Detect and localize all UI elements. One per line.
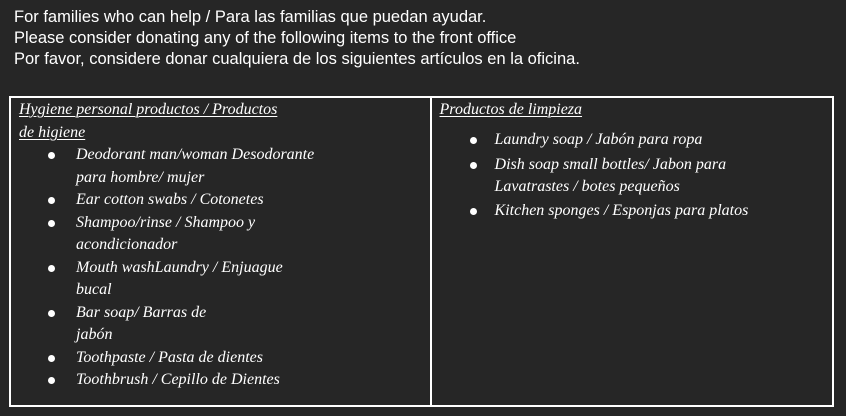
table-row (10, 97, 833, 406)
item-line-2: Lavatrastes / botes pequeños (494, 177, 680, 195)
list-item (440, 200, 824, 223)
item-line-1: Toothbrush / Cepillo de Dientes (76, 371, 280, 388)
list-item-continuation (440, 176, 824, 199)
intro-line-2: Please consider donating any of the following items to the front office (14, 29, 517, 47)
list-item (19, 369, 422, 392)
list-item (19, 347, 422, 370)
intro-text (14, 7, 580, 70)
hygiene-heading-line-1: Hygiene personal productos / Productos (19, 101, 278, 118)
hygiene-item-list (19, 144, 422, 392)
hygiene-column-heading (19, 99, 422, 144)
cleaning-column (431, 97, 833, 406)
list-item (19, 257, 422, 302)
item-line-1: Toothpaste / Pasta de dientes (76, 348, 263, 366)
list-item (440, 154, 824, 177)
item-line-1: Shampoo/rinse / Shampoo y (76, 213, 256, 231)
item-line-1: Dish soap small bottles/ Jabon para (494, 156, 727, 173)
intro-line-3: Por favor, considere donar cualquiera de los siguientes artículos en la oficina. (14, 50, 580, 68)
list-item (19, 189, 422, 212)
cleaning-column-heading: Productos de limpieza (439, 101, 583, 118)
list-item (440, 129, 824, 152)
list-item (19, 212, 422, 257)
donation-items-table (9, 96, 834, 407)
intro-line-1: For families who can help / Para las familias que puedan ayudar. (14, 8, 487, 26)
item-line-1: Ear cotton swabs / Cotonetes (76, 191, 264, 208)
item-line-1: Deodorant man/woman Desodorante (76, 146, 315, 163)
item-line-1: Mouth washLaundry / Enjuague (76, 258, 283, 276)
list-item (19, 144, 422, 189)
item-line-1: Kitchen sponges / Esponjas para platos (494, 202, 749, 219)
hygiene-heading-line-2: de higiene (19, 123, 86, 141)
hygiene-column (10, 97, 431, 406)
item-line-2: bucal (76, 281, 112, 298)
item-line-1: Laundry soap / Jabón para ropa (494, 130, 703, 148)
item-line-2: para hombre/ mujer (76, 168, 205, 186)
item-line-2: jabón (76, 326, 113, 343)
cleaning-item-list (440, 129, 824, 223)
list-item (19, 302, 422, 347)
item-line-2: acondicionador (76, 236, 178, 253)
item-line-1: Bar soap/ Barras de (76, 303, 207, 321)
